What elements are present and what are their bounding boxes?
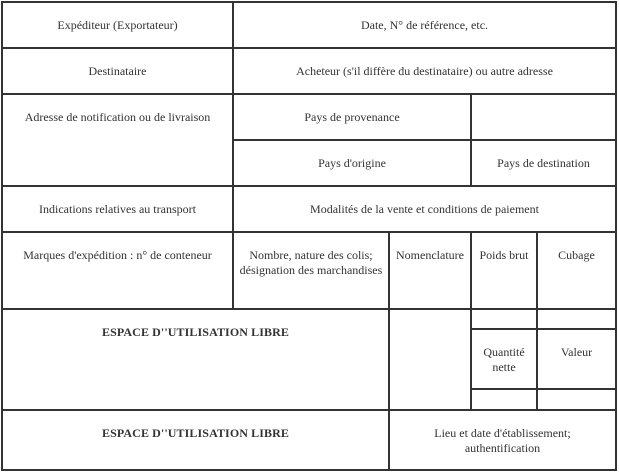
nomenclature-label: Nomenclature — [396, 248, 464, 262]
sale-terms-cell — [232, 185, 617, 233]
country-destination-label: Pays de destination — [497, 155, 590, 170]
exporter-cell — [1, 1, 234, 49]
consignee-cell — [1, 47, 234, 95]
shipping-marks-label: Marques d'expédition : n° de conteneur — [23, 248, 212, 262]
date-reference-label: Date, N° de référence, etc. — [360, 17, 489, 32]
sale-terms-label: Modalités de la vente et conditions de paiement — [310, 201, 539, 216]
country-provenance-cell — [232, 93, 472, 141]
nomenclature-cell — [388, 231, 472, 310]
notify-address-cell — [1, 93, 234, 187]
date-reference-cell — [232, 1, 617, 49]
buyer-cell — [232, 47, 617, 95]
volume-cell — [536, 231, 617, 310]
place-date-label: Lieu et date d'établissement; authentification — [434, 426, 571, 455]
value-cell — [536, 328, 617, 390]
weight-blank-top-cell — [470, 308, 538, 330]
volume-label: Cubage — [558, 248, 595, 262]
shipping-marks-cell — [1, 231, 234, 310]
country-provenance-label: Pays de provenance — [304, 109, 400, 124]
gross-weight-label: Poids brut — [479, 248, 529, 262]
packages-cell — [232, 231, 390, 310]
free-space-1-cell — [1, 308, 390, 411]
value-blank-bottom-cell — [536, 388, 617, 411]
net-quantity-cell — [470, 328, 538, 390]
packages-label: Nombre, nature des colis; désignation des marchandises — [239, 248, 383, 277]
free-space-2-cell — [1, 409, 390, 471]
place-date-cell — [388, 409, 617, 471]
country-origin-cell — [232, 139, 472, 187]
country-destination-cell — [470, 139, 617, 187]
empty-cell — [470, 93, 617, 141]
weight-blank-bottom-cell — [470, 388, 538, 411]
net-quantity-label: Quantité nette — [483, 345, 525, 374]
buyer-label: Acheteur (s'il diffère du destinataire) ou autre adresse — [296, 63, 553, 78]
nomenclature-blank-cell — [388, 308, 472, 411]
gross-weight-cell — [470, 231, 538, 310]
transport-label: Indications relatives au transport — [39, 201, 196, 216]
volume-blank-top-cell — [536, 308, 617, 330]
value-label: Valeur — [560, 345, 593, 359]
country-origin-label: Pays d'origine — [318, 155, 386, 170]
exporter-label: Expéditeur (Exportateur) — [57, 17, 178, 32]
notify-address-label: Adresse de notification ou de livraison — [24, 110, 211, 124]
free-space-1-label: ESPACE D''UTILISATION LIBRE — [102, 325, 289, 339]
free-space-2-label: ESPACE D''UTILISATION LIBRE — [102, 426, 289, 440]
transport-cell — [1, 185, 234, 233]
consignee-label: Destinataire — [88, 63, 147, 78]
